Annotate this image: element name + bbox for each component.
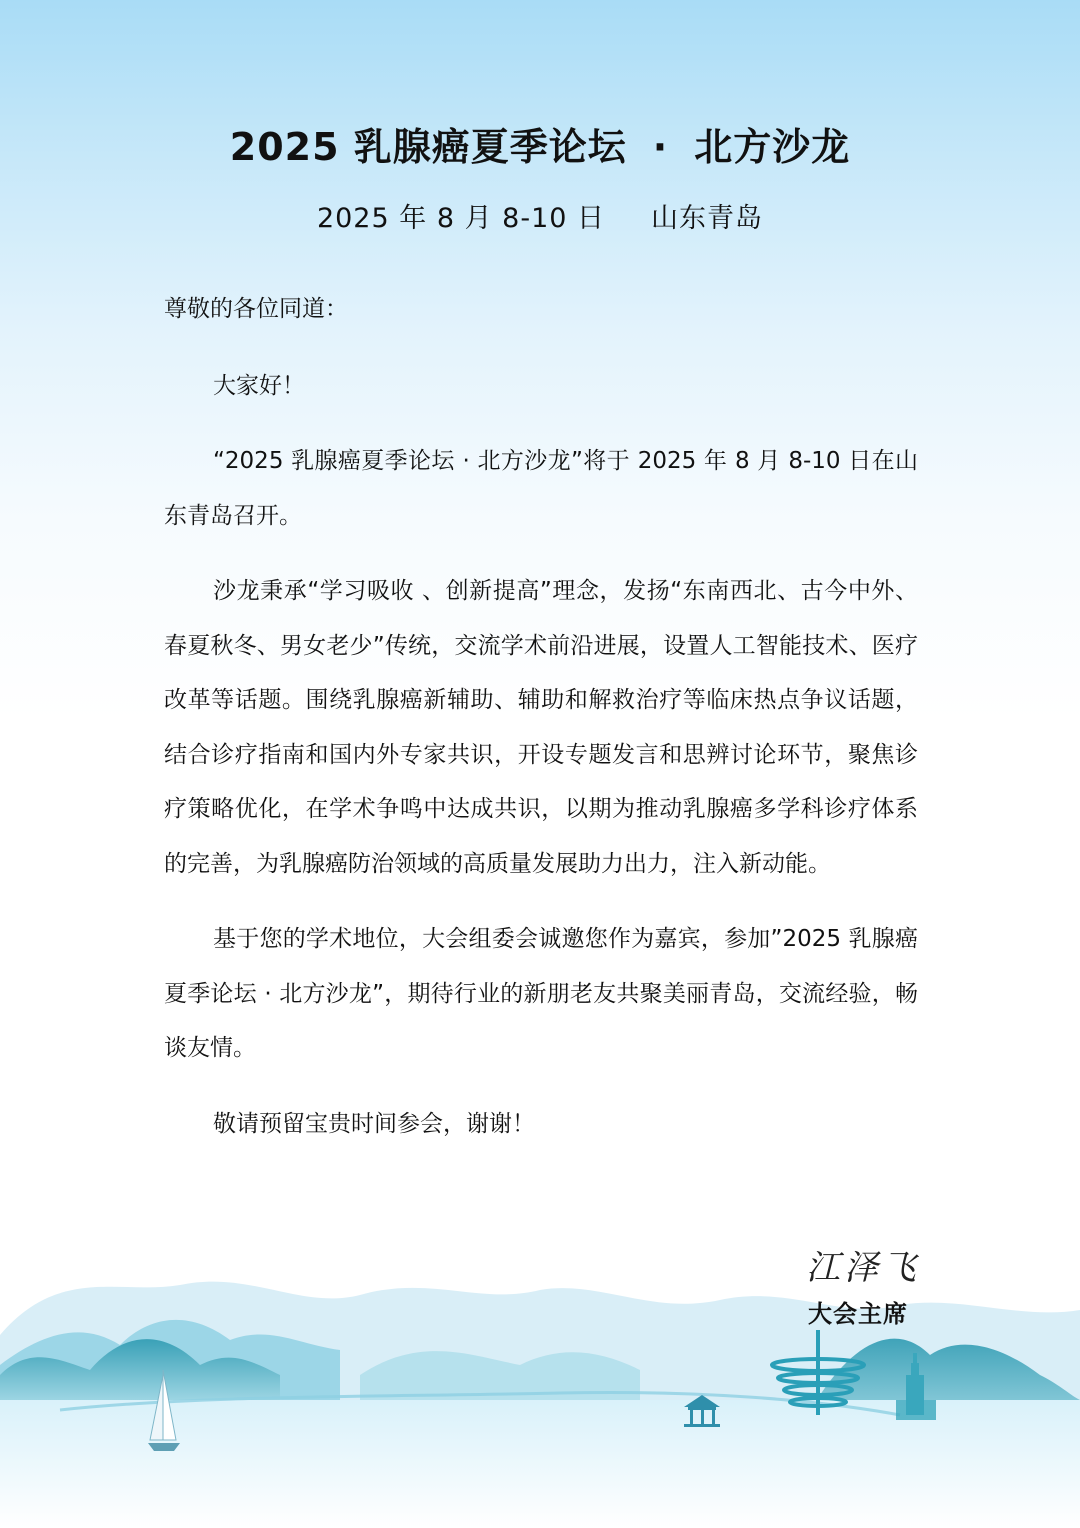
- signature-title: 大会主席: [808, 1300, 908, 1328]
- salutation: 尊敬的各位同道：: [164, 296, 348, 322]
- greeting: 大家好！: [213, 372, 305, 399]
- paragraph-invitation: 基于您的学术地位，大会组委会诚邀您作为嘉宾，参加”2025 乳腺癌夏季论坛 · 北方沙龙”，期待行业的新朋老友共聚美丽青岛，交流经验，畅谈友情。: [164, 926, 918, 1061]
- title-separator: ·: [652, 125, 669, 169]
- invitation-letter: [164, 282, 918, 1172]
- title-main: 2025 乳腺癌夏季论坛: [229, 125, 627, 169]
- event-date: 2025 年 8 月 8-10 日: [316, 203, 606, 234]
- paragraph-description: 沙龙秉承“学习吸收 、创新提高”理念，发扬“东南西北、古今中外、春夏秋冬、男女老少”传统，交流学术前沿进展，设置人工智能技术、医疗改革等话题。围绕乳腺癌新辅助、辅助和解救治疗等临床热点争议话题，结合诊疗指南和国内外专家共识，开设专题发言和思辨讨论环节，聚焦诊疗策略优化，在学术争鸣中达成共识，以期为推动乳腺癌多学科诊疗体系的完善，为乳腺癌防治领域的高质量发展助力出力，注入新动能。: [164, 578, 918, 877]
- title-sub: 北方沙龙: [694, 125, 851, 169]
- event-location: 山东青岛: [651, 203, 764, 234]
- paragraph-announcement: “2025 乳腺癌夏季论坛 · 北方沙龙”将于 2025 年 8 月 8-10 日在山东青岛召开。: [164, 448, 918, 529]
- page-title: [0, 116, 1080, 171]
- chairman-signature: 江泽飞: [806, 1248, 920, 1288]
- paragraph-closing: 敬请预留宝贵时间参会，谢谢！: [213, 1110, 535, 1137]
- event-date-location: [0, 196, 1080, 235]
